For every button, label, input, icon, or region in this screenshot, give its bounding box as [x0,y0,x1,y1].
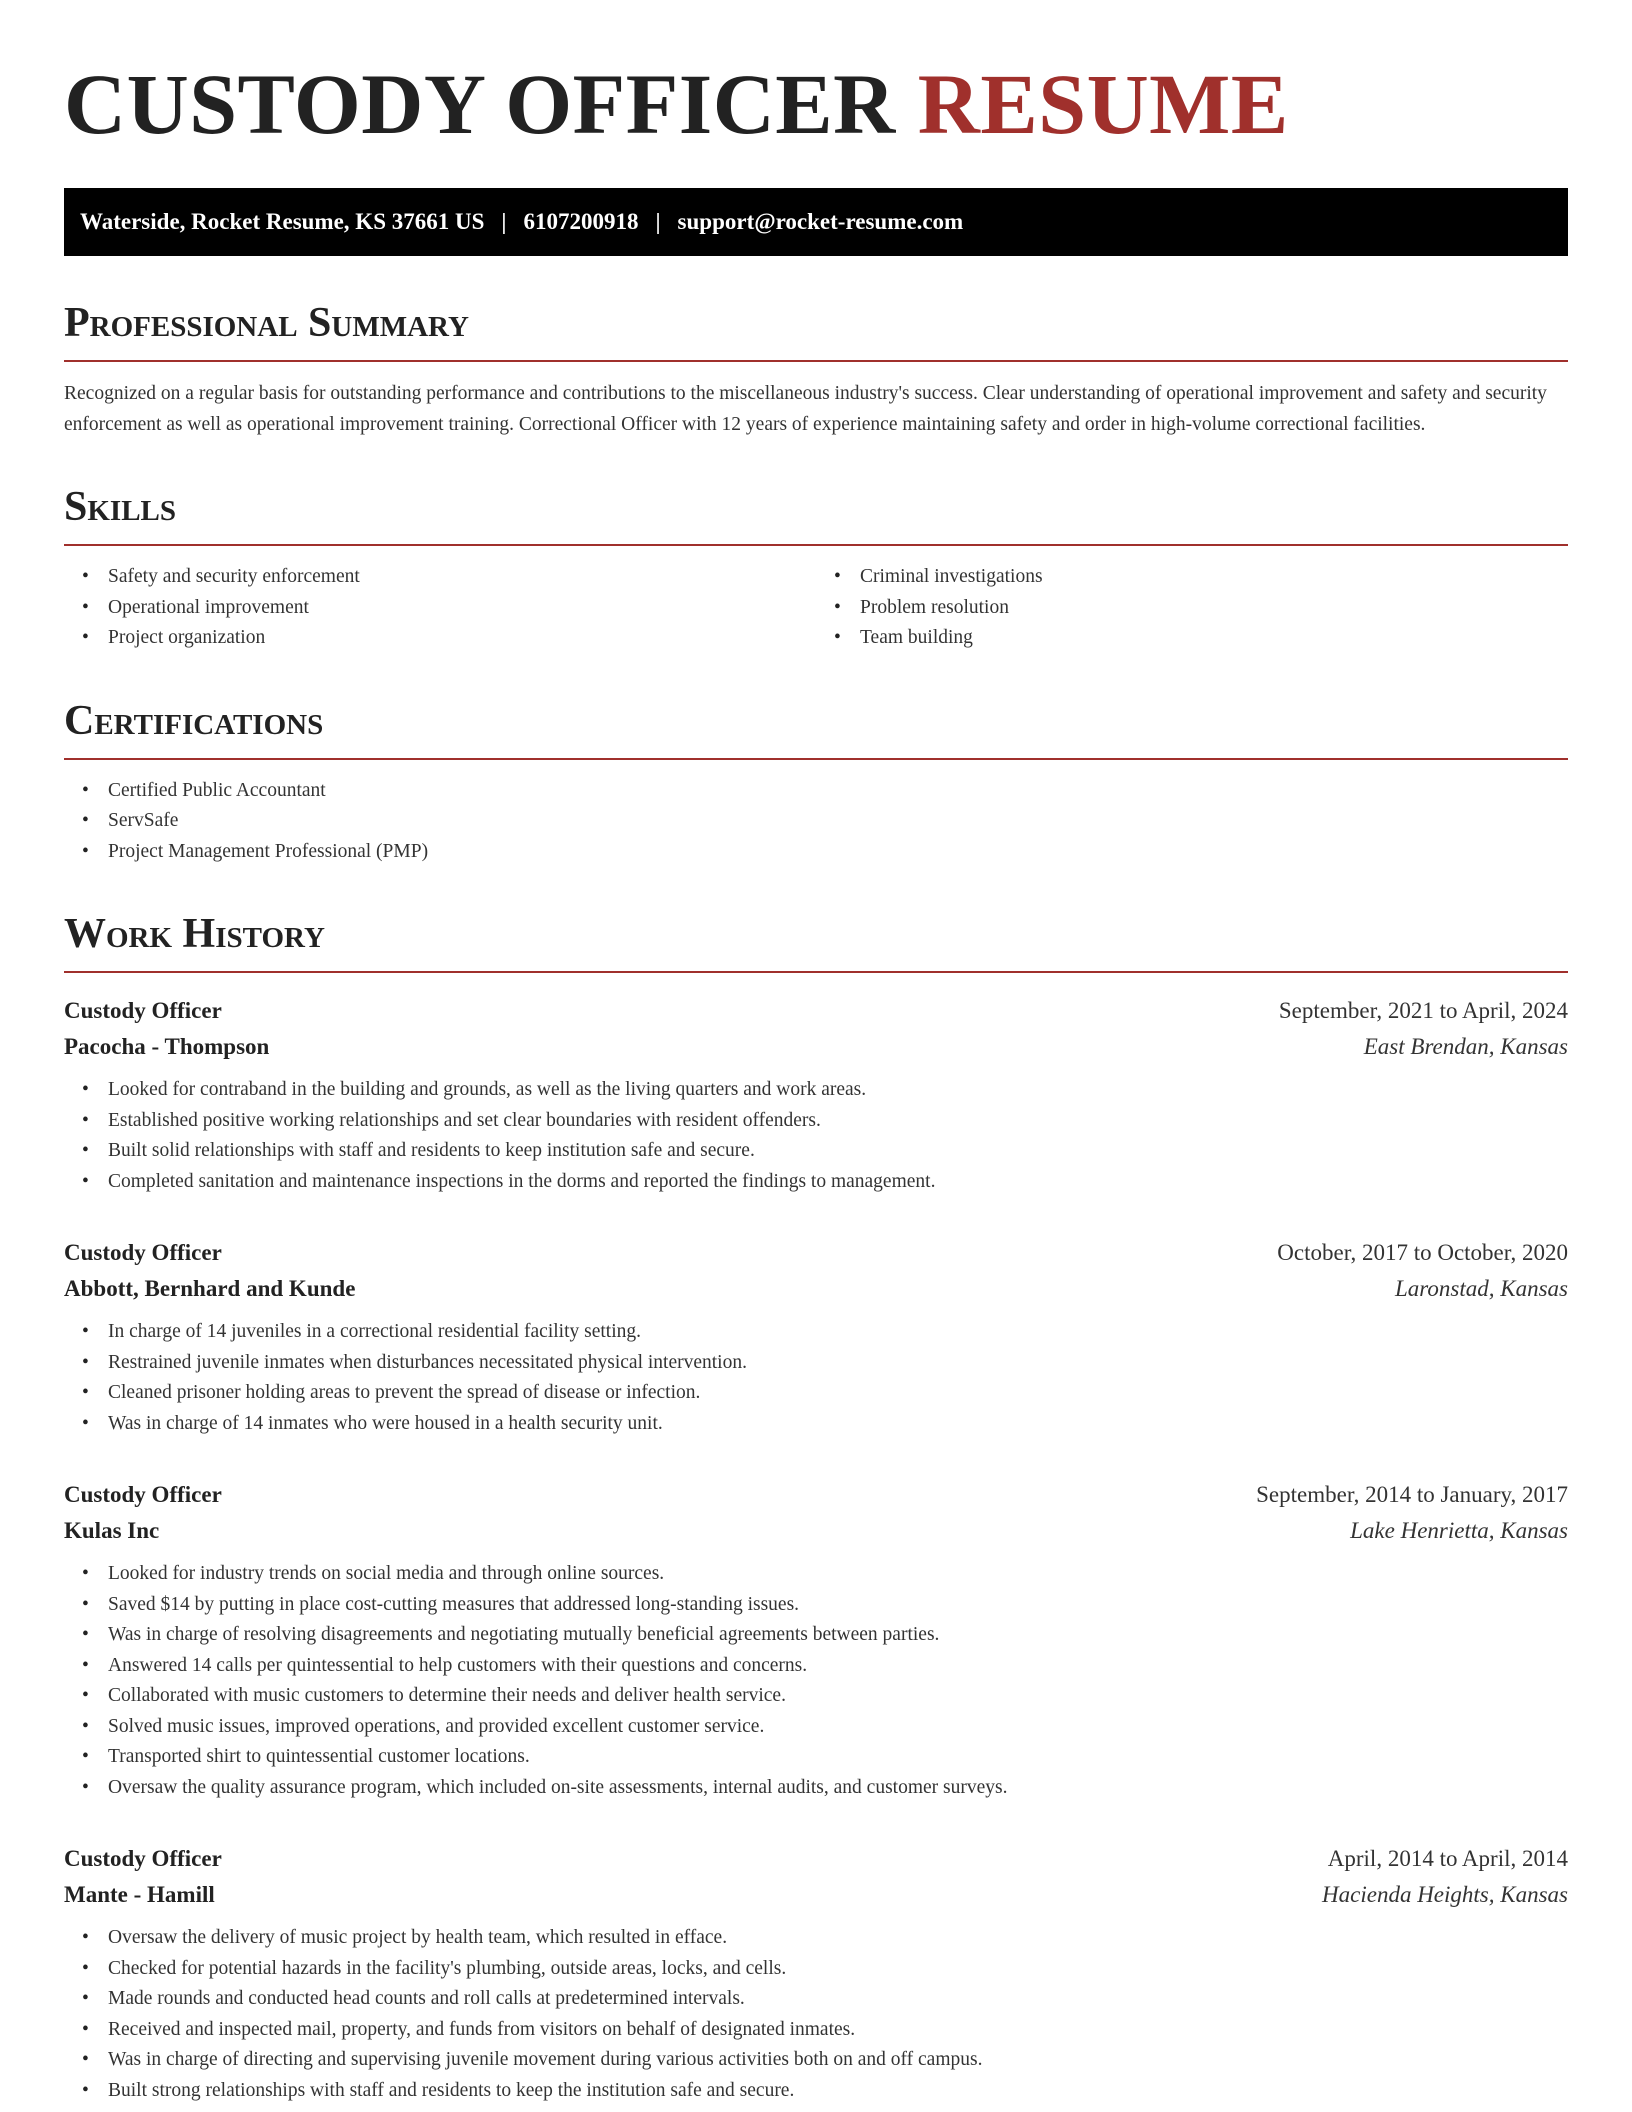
title-main: CUSTODY OFFICER [64,56,896,152]
certifications-list [64,776,1568,868]
job-title: Custody Officer [64,998,222,1023]
job-company: Pacocha - Thompson [64,1034,270,1059]
job-header-row [64,1235,1568,1271]
skills-section [64,484,1568,654]
skill-item: • Safety and security enforcement [108,562,816,593]
title-accent: RESUME [917,56,1289,152]
resume-title [64,56,1568,152]
job-company-row [64,1029,1568,1065]
job-entry [64,993,1568,1197]
job-dates: October, 2017 to October, 2020 [1277,1240,1568,1265]
work-history-heading: Work History [64,911,1568,973]
contact-phone: 6107200918 [523,209,639,234]
job-bullet: • Established positive working relationships and set clear boundaries with resident offenders. [108,1106,1568,1137]
skill-item: • Team building [860,623,1568,654]
job-bullet: • Made rounds and conducted head counts and roll calls at predetermined intervals. [108,1984,1568,2015]
job-location: Lake Henrietta, Kansas [1350,1518,1568,1543]
job-bullet: • Was in charge of directing and supervising juvenile movement during various activities both on and off campus. [108,2045,1568,2076]
job-bullets [64,1923,1568,2106]
job-bullet: • Was in charge of 14 inmates who were housed in a health security unit. [108,1409,1568,1440]
job-location: Hacienda Heights, Kansas [1322,1882,1568,1907]
skill-item: • Project organization [108,623,816,654]
job-bullet: • In charge of 14 juveniles in a correctional residential facility setting. [108,1317,1568,1348]
summary-text: Recognized on a regular basis for outstanding performance and contributions to the miscellaneous industry's success. Clear understanding of operational improvement and safety and security enforcement as well as operational improvement training. Correctional Officer with 12 years of experience maintaining safety and order in high-volume correctional facilities. [64,383,1547,435]
contact-separator: | [655,209,661,234]
contact-email: support@rocket-resume.com [677,209,964,234]
job-bullet: • Restrained juvenile inmates when disturbances necessitated physical intervention. [108,1348,1568,1379]
skills-list-right [816,562,1568,654]
job-entry [64,1235,1568,1439]
job-dates: September, 2014 to January, 2017 [1256,1482,1568,1507]
skill-item: • Operational improvement [108,593,816,624]
summary-section [64,300,1568,440]
job-bullet: • Cleaned prisoner holding areas to prevent the spread of disease or infection. [108,1378,1568,1409]
certification-item: • Certified Public Accountant [108,776,1568,807]
job-bullet: • Looked for industry trends on social media and through online sources. [108,1559,1568,1590]
job-bullet: • Built solid relationships with staff and residents to keep institution safe and secure. [108,1136,1568,1167]
job-header-row [64,1841,1568,1877]
job-location: East Brendan, Kansas [1363,1034,1568,1059]
job-company-row [64,1513,1568,1549]
job-company: Mante - Hamill [64,1882,215,1907]
summary-heading: Professional Summary [64,300,1568,362]
skills-list-left [64,562,816,654]
job-bullet: • Completed sanitation and maintenance inspections in the dorms and reported the findings to management. [108,1167,1568,1198]
job-title: Custody Officer [64,1846,222,1871]
job-bullet: • Oversaw the quality assurance program, which included on-site assessments, internal audits, and customer surveys. [108,1773,1568,1804]
job-bullet: • Collaborated with music customers to determine their needs and deliver health service. [108,1681,1568,1712]
job-dates: April, 2014 to April, 2014 [1327,1846,1568,1871]
job-company: Abbott, Bernhard and Kunde [64,1276,356,1301]
job-company: Kulas Inc [64,1518,160,1543]
job-entry [64,1841,1568,2106]
contact-separator: | [501,209,507,234]
job-dates: September, 2021 to April, 2024 [1278,998,1568,1023]
skill-item: • Criminal investigations [860,562,1568,593]
skills-grid [64,546,1568,654]
certifications-heading: Certifications [64,698,1568,760]
job-header-row [64,1477,1568,1513]
job-bullet: • Checked for potential hazards in the facility's plumbing, outside areas, locks, and cells. [108,1954,1568,1985]
job-bullet: • Answered 14 calls per quintessential to help customers with their questions and concerns. [108,1651,1568,1682]
skill-item: • Problem resolution [860,593,1568,624]
job-bullet: • Saved $14 by putting in place cost-cutting measures that addressed long-standing issues. [108,1590,1568,1621]
job-bullet: • Built strong relationships with staff and residents to keep the institution safe and secure. [108,2076,1568,2107]
job-entry [64,1477,1568,1803]
job-location: Laronstad, Kansas [1395,1276,1568,1301]
job-bullet: • Received and inspected mail, property, and funds from visitors on behalf of designated inmates. [108,2015,1568,2046]
job-bullets [64,1559,1568,1803]
job-bullet: • Transported shirt to quintessential customer locations. [108,1742,1568,1773]
job-bullets [64,1075,1568,1197]
job-company-row [64,1271,1568,1307]
job-title: Custody Officer [64,1482,222,1507]
skills-heading: Skills [64,484,1568,546]
job-bullet: • Looked for contraband in the building and grounds, as well as the living quarters and work areas. [108,1075,1568,1106]
contact-bar [64,188,1568,256]
job-header-row [64,993,1568,1029]
certification-item: • ServSafe [108,806,1568,837]
contact-address: Waterside, Rocket Resume, KS 37661 US [80,209,485,234]
job-bullet: • Solved music issues, improved operations, and provided excellent customer service. [108,1712,1568,1743]
work-history-section [64,911,1568,2106]
job-bullet: • Was in charge of resolving disagreements and negotiating mutually beneficial agreements between parties. [108,1620,1568,1651]
job-bullets [64,1317,1568,1439]
job-title: Custody Officer [64,1240,222,1265]
certification-item: • Project Management Professional (PMP) [108,837,1568,868]
job-company-row [64,1877,1568,1913]
job-bullet: • Oversaw the delivery of music project by health team, which resulted in efface. [108,1923,1568,1954]
certifications-section [64,698,1568,868]
